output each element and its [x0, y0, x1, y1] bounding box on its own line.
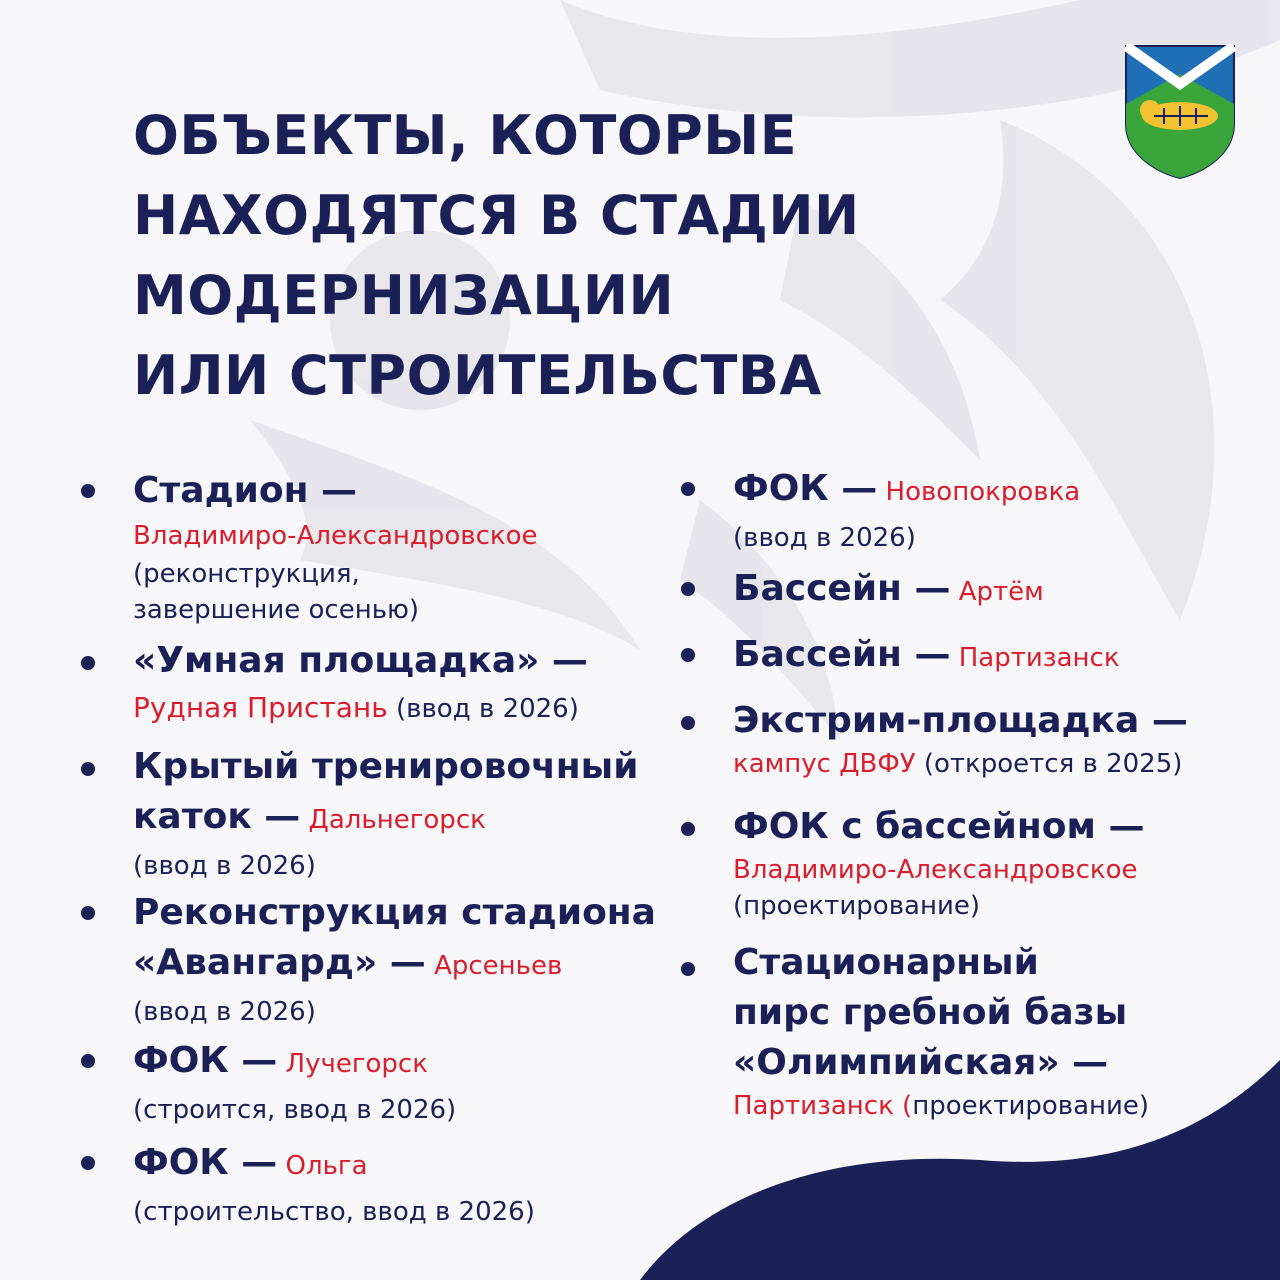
item-title: Стационарный	[733, 942, 1039, 983]
item-place: Рудная Пристань	[133, 691, 388, 724]
item-note: (реконструкция,	[133, 559, 360, 589]
item-title: «Авангард» —	[133, 942, 426, 983]
list-item	[133, 466, 693, 628]
item-place: Артём	[950, 577, 1044, 607]
bullet-icon	[681, 822, 695, 836]
bullet-icon	[681, 648, 695, 662]
item-note: проектирование)	[912, 1091, 1150, 1121]
list-item	[133, 742, 693, 884]
item-title: Крытый тренировочный	[133, 746, 639, 787]
bullet-icon	[681, 716, 695, 730]
list-item	[133, 888, 693, 1030]
item-note: завершение осенью)	[133, 595, 420, 625]
bullet-icon	[81, 762, 95, 776]
page-title	[133, 96, 1033, 416]
list-item	[733, 564, 1280, 620]
item-title: «Олимпийская» —	[733, 1042, 1109, 1083]
list-item	[133, 636, 693, 734]
list-item	[133, 1138, 693, 1230]
list-item	[733, 938, 1280, 1127]
title-line-1: ОБЪЕКТЫ, КОТОРЫЕ	[133, 104, 798, 167]
item-place: кампус ДВФУ	[733, 749, 916, 779]
item-note: (ввод в 2026)	[387, 694, 579, 724]
item-place: Владимиро-Александровское	[133, 521, 538, 551]
item-title: «Умная площадка» —	[133, 640, 588, 681]
item-place: Партизанск (	[733, 1091, 913, 1121]
item-place: Дальнегорск	[300, 805, 486, 835]
bullet-icon	[81, 1156, 95, 1170]
title-line-2: НАХОДЯТСЯ В СТАДИИ	[133, 184, 860, 247]
item-place: Ольга	[277, 1151, 368, 1181]
bullet-icon	[681, 582, 695, 596]
item-place: Новопокровка	[877, 477, 1081, 507]
bullet-icon	[681, 962, 695, 976]
item-place: Лучегорск	[277, 1049, 428, 1079]
item-place: Арсеньев	[425, 951, 563, 981]
item-title: Бассейн —	[733, 634, 951, 675]
item-title: пирс гребной базы	[733, 992, 1128, 1033]
item-note: (ввод в 2026)	[133, 997, 316, 1027]
item-title: Бассейн —	[733, 568, 951, 609]
title-line-4: ИЛИ СТРОИТЕЛЬСТВА	[133, 344, 822, 407]
item-place: Партизанск	[950, 643, 1120, 673]
item-title: ФОК —	[733, 468, 878, 509]
item-title: Экстрим-площадка —	[733, 700, 1188, 741]
item-title: ФОК —	[133, 1040, 278, 1081]
item-title: Реконструкция стадиона	[133, 892, 656, 933]
list-item	[733, 696, 1280, 785]
item-note: (строится, ввод в 2026)	[133, 1095, 457, 1125]
item-title: Стадион —	[133, 470, 358, 511]
bullet-icon	[81, 906, 95, 920]
item-note: (строительство, ввод в 2026)	[133, 1197, 535, 1227]
list-item	[733, 464, 1280, 556]
list-item	[733, 630, 1280, 686]
item-note: (ввод в 2026)	[733, 523, 916, 553]
item-note: (проектирование)	[733, 891, 980, 921]
item-title: ФОК —	[133, 1142, 278, 1183]
coat-of-arms-icon	[1124, 44, 1236, 180]
bullet-icon	[81, 1054, 95, 1068]
title-line-3: МОДЕРНИЗАЦИИ	[133, 264, 675, 327]
item-note: (ввод в 2026)	[133, 851, 316, 881]
item-title: ФОК с бассейном —	[733, 806, 1145, 847]
bullet-icon	[681, 482, 695, 496]
list-item	[133, 1036, 693, 1128]
bullet-icon	[81, 484, 95, 498]
item-note: (откроется в 2025)	[915, 749, 1183, 779]
bullet-icon	[81, 656, 95, 670]
item-place: Владимиро-Александровское	[733, 855, 1138, 885]
list-item	[733, 802, 1280, 924]
item-title: каток —	[133, 796, 301, 837]
